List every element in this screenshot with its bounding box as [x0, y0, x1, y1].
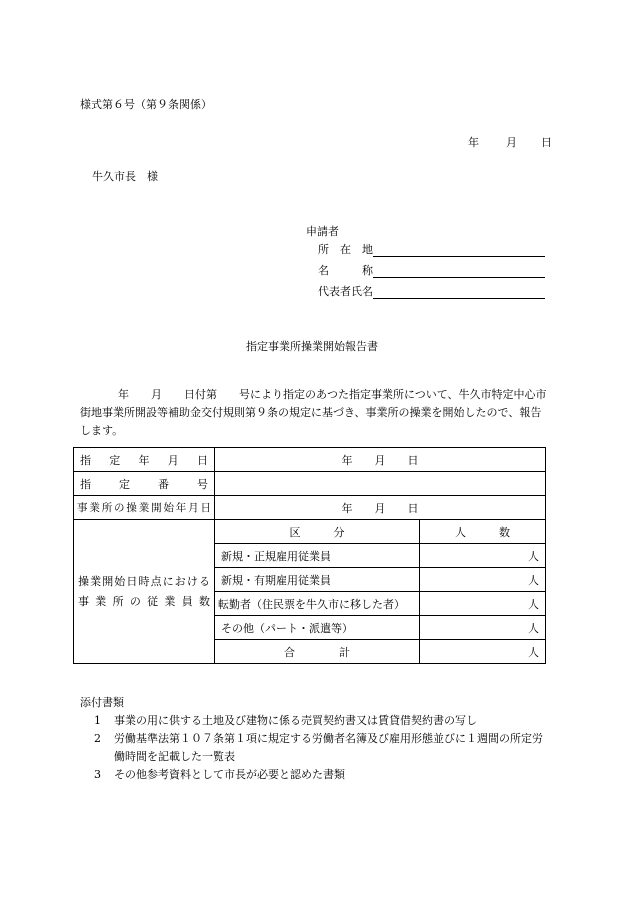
designation-date-label: 指定年月日 — [74, 448, 215, 472]
attachments-list — [94, 712, 564, 784]
operation-start-date-label: 事業所の操業開始年月日 — [74, 496, 215, 520]
list-item — [94, 730, 564, 766]
employee-category: 新規・正規雇用従業員 — [215, 544, 420, 568]
category-header: 区 分 — [215, 520, 420, 544]
attachment-number: 2 — [94, 732, 101, 745]
employee-category: 転勤者（住民票を牛久市に移した者） — [215, 592, 420, 616]
date-month-label: 月 — [506, 136, 517, 149]
applicant-representative-row — [318, 283, 545, 299]
designation-number-label: 指定番号 — [74, 472, 215, 496]
total-label: 合 計 — [215, 640, 420, 664]
employee-count-label-line2: 事業所の従業員数 — [78, 594, 210, 608]
applicant-name-row — [318, 262, 545, 278]
table-row — [74, 472, 546, 496]
addressee: 牛久市長 様 — [92, 170, 158, 183]
employee-count-label-line1: 操業開始日時点における — [78, 574, 210, 588]
applicant-representative-field[interactable] — [373, 286, 545, 299]
attachment-text: その他参考資料として市長が必要と認めた書類 — [114, 768, 345, 781]
applicant-name-label: 名 称 — [318, 264, 373, 277]
total-count-cell[interactable]: 人 — [420, 640, 546, 664]
applicant-name-field[interactable] — [373, 265, 545, 278]
table-row — [74, 496, 546, 520]
date-year-label: 年 — [468, 136, 479, 149]
applicant-address-row — [318, 241, 545, 257]
date-day-label: 日 — [541, 136, 552, 149]
attachment-text: 事業の用に供する土地及び建物に係る売買契約書又は賃貸借契約書の写し — [114, 714, 477, 727]
table-row — [74, 448, 546, 472]
employee-count-cell[interactable]: 人 — [420, 616, 546, 640]
designation-date-value[interactable]: 年 月 日 — [215, 448, 546, 472]
employee-count-label — [74, 520, 215, 664]
body-text: 年 月 日付第 号により指定のあつた指定事業所について、牛久市特定中心市街地事業所開設等補助金交付規則第９条の規定に基づき、事業所の操業を開始したので、報告します。 — [80, 388, 547, 437]
attachment-number: 1 — [94, 714, 101, 727]
list-item — [94, 766, 564, 784]
attachment-text: 労働基準法第１０７条第１項に規定する労働者名簿及び雇用形態並びに１週間の所定労働時間を記載した一覧表 — [114, 732, 543, 763]
list-item — [94, 712, 564, 730]
report-table — [73, 447, 546, 664]
document-title: 指定事業所操業開始報告書 — [246, 340, 378, 353]
attachments-heading: 添付書類 — [80, 696, 124, 709]
table-row — [74, 520, 546, 544]
applicant-address-field[interactable] — [373, 244, 545, 257]
count-header: 人 数 — [420, 520, 546, 544]
employee-count-cell[interactable]: 人 — [420, 568, 546, 592]
form-number: 様式第６号（第９条関係） — [80, 98, 212, 111]
operation-start-date-value[interactable]: 年 月 日 — [215, 496, 546, 520]
applicant-heading: 申請者 — [306, 225, 339, 238]
employee-count-cell[interactable]: 人 — [420, 544, 546, 568]
attachment-number: 3 — [94, 768, 101, 781]
applicant-address-label: 所 在 地 — [318, 243, 373, 256]
applicant-representative-label: 代表者氏名 — [318, 285, 373, 298]
designation-number-value[interactable] — [215, 472, 546, 496]
employee-category: その他（パート・派遣等） — [215, 616, 420, 640]
employee-category: 新規・有期雇用従業員 — [215, 568, 420, 592]
employee-count-cell[interactable]: 人 — [420, 592, 546, 616]
